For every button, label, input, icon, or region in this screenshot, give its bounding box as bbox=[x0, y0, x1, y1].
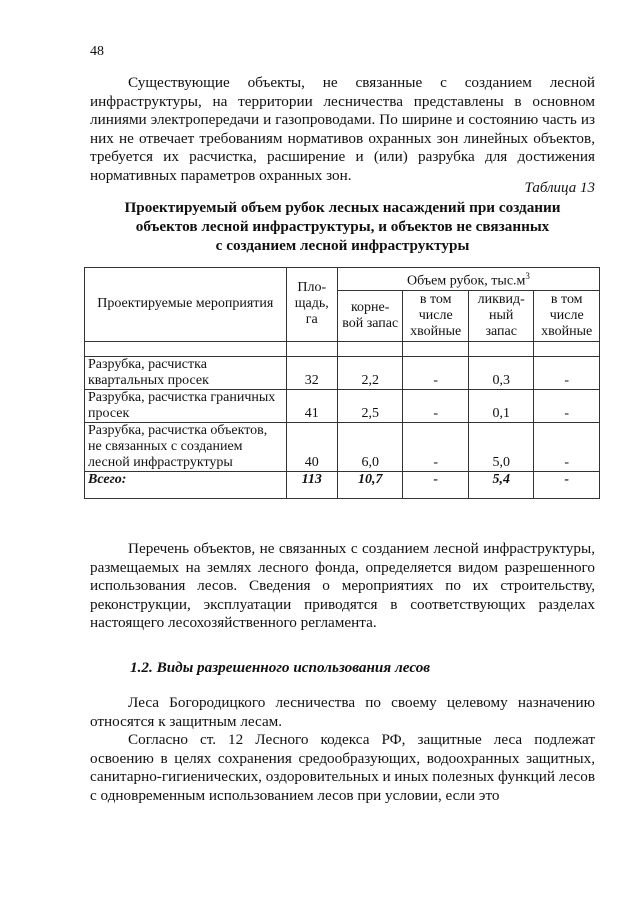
table-spacer-row bbox=[85, 341, 600, 356]
table-header-row bbox=[85, 268, 600, 291]
row-area: 41 bbox=[286, 389, 337, 422]
row-root-conif: - bbox=[403, 422, 469, 471]
header-activities: Проектируемые мероприятия bbox=[85, 268, 287, 342]
row-root-conif: - bbox=[403, 356, 469, 389]
row-area: 40 bbox=[286, 422, 337, 471]
row-liquid: 5,0 bbox=[468, 422, 534, 471]
row-activity: Разрубка, расчистка граничных просек bbox=[85, 389, 287, 422]
section-heading: 1.2. Виды разрешенного использования лесов bbox=[130, 659, 431, 676]
table-title-line: с созданием лесной инфраструктуры bbox=[215, 237, 470, 254]
header-volume bbox=[337, 268, 599, 291]
table-title-line: Проектируемый объем рубок лесных насаждений при создании bbox=[124, 199, 561, 216]
paragraph-existing-objects: Существующие объекты, не связанные с созданием лесной инфраструктуры, на территории лесничества представлены в основном линиями электропередачи и газопроводами. По ширине и состоянию часть из них не отвечает требованиям нормативов охранных зон линейных объектов, требуется их расчистка, расширение и (или) разрубка для достижения нормативных параметров охранных зон. bbox=[90, 74, 595, 184]
row-root: 2,5 bbox=[337, 389, 403, 422]
table-row bbox=[85, 389, 600, 422]
table-total-row bbox=[85, 471, 600, 498]
paragraph-objects-list: Перечень объектов, не связанных с созданием лесной инфраструктуры, размещаемых на землях лесного фонда, определяется видом разрешенного использования лесов. Сведения о мероприятиях по их строительству, реконструкции, эксплуатации приводятся в соответствующих разделах настоящего лесохозяйственного регламента. bbox=[90, 540, 595, 631]
row-activity: Разрубка, расчистка объектов, не связанных с созданием лесной инфраструктуры bbox=[85, 422, 287, 471]
total-area: 113 bbox=[286, 471, 337, 498]
total-root: 10,7 bbox=[337, 471, 403, 498]
header-volume-unit-sup: 3 bbox=[525, 271, 530, 281]
header-volume-text: Объем рубок, тыс.м bbox=[407, 273, 526, 289]
row-liquid-conif: - bbox=[534, 422, 600, 471]
total-liquid-conif: - bbox=[534, 471, 600, 498]
row-area: 32 bbox=[286, 356, 337, 389]
header-liquid-stock: ликвид-ный запас bbox=[468, 290, 534, 341]
total-label: Всего: bbox=[85, 471, 287, 498]
total-liquid: 5,4 bbox=[468, 471, 534, 498]
header-liquid-coniferous: в том числе хвойные bbox=[534, 290, 600, 341]
header-area: Пло-щадь, га bbox=[286, 268, 337, 342]
row-liquid-conif: - bbox=[534, 389, 600, 422]
paragraph-forest-code: Согласно ст. 12 Лесного кодекса РФ, защитные леса подлежат освоению в целях сохранения средообразующих, водоохранных защитных, санитарно-гигиенических, оздоровительных и иных полезных функций лесов с одновременным использованием лесов при условии, если это bbox=[90, 731, 595, 804]
table-title-line: объектов лесной инфраструктуры, и объектов не связанных bbox=[135, 218, 550, 235]
row-liquid: 0,3 bbox=[468, 356, 534, 389]
row-root: 2,2 bbox=[337, 356, 403, 389]
page-number: 48 bbox=[90, 44, 104, 59]
header-root-coniferous: в том числе хвойные bbox=[403, 290, 469, 341]
total-root-conif: - bbox=[403, 471, 469, 498]
row-root-conif: - bbox=[403, 389, 469, 422]
table-caption: Таблица 13 bbox=[524, 180, 595, 196]
paragraph-forest-purpose: Леса Богородицкого лесничества по своему целевому назначению относятся к защитным лесам. bbox=[90, 694, 595, 730]
table-row bbox=[85, 356, 600, 389]
header-root-stock: корне-вой запас bbox=[337, 290, 403, 341]
table-title bbox=[90, 198, 595, 255]
row-liquid: 0,1 bbox=[468, 389, 534, 422]
row-liquid-conif: - bbox=[534, 356, 600, 389]
row-activity: Разрубка, расчистка квартальных просек bbox=[85, 356, 287, 389]
logging-volume-table bbox=[84, 267, 600, 499]
table-row bbox=[85, 422, 600, 471]
row-root: 6,0 bbox=[337, 422, 403, 471]
